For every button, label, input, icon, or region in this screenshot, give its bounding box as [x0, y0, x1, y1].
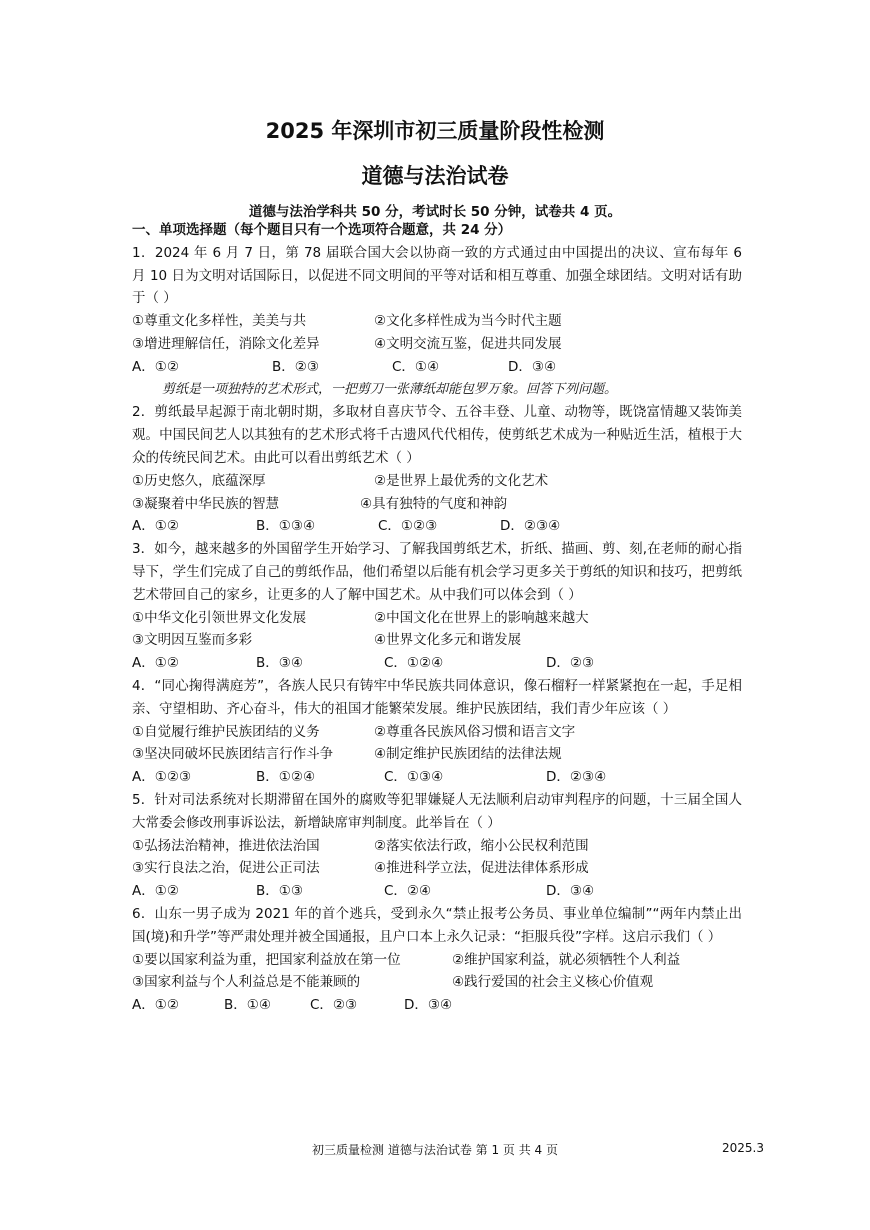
answer-row: [132, 994, 742, 1017]
option-row: [132, 971, 742, 994]
page-footer: [0, 1141, 870, 1161]
option-1: ①历史悠久，底蕴深厚: [132, 472, 266, 489]
answer-row: [132, 356, 742, 379]
option-3: ③坚决同破坏民族团结言行作斗争: [132, 746, 334, 763]
exam-intro: 道德与法治学科共 50 分，考试时长 50 分钟，试卷共 4 页。: [248, 204, 622, 220]
answer-row: [132, 766, 742, 789]
option-2: ②是世界上最优秀的文化艺术: [374, 472, 549, 489]
answer-b: B．②③: [272, 358, 319, 375]
material-note: 剪纸是一项独特的艺术形式，一把剪刀一张薄纸却能包罗万象。回答下列问题。: [162, 381, 618, 397]
answer-row: [132, 652, 742, 675]
question-stem: 2．剪纸最早起源于南北朝时期，多取材自喜庆节令、五谷丰登、儿童、动物等，既饶富情趣又装饰美观。中国民间艺人以其独有的艺术形式将千古遗风代代相传，使剪纸艺术成为一种贴近生活，植根于大众的传统民间艺术。由此可以看出剪纸艺术（ ）: [132, 404, 742, 466]
option-row: [132, 310, 742, 333]
exam-title: 2025 年深圳市初三质量阶段性检测: [265, 119, 605, 143]
option-2: ②维护国家利益，就必须牺牲个人利益: [452, 951, 681, 968]
answer-b: B．①③④: [256, 518, 316, 535]
option-row: [132, 721, 742, 744]
option-3: ③实行良法之治，促进公正司法: [132, 860, 320, 877]
question-5: [132, 789, 742, 903]
answer-d: D．③④: [404, 997, 453, 1014]
question-stem: 5．针对司法系统对长期滞留在国外的腐败等犯罪嫌疑人无法顺利启动审判程序的问题，十三届全国人大常委会修改刑事诉讼法，新增缺席审判制度。此举旨在（ ）: [132, 791, 742, 831]
question-list: [132, 219, 742, 1017]
option-4: ④文明交流互鉴，促进共同发展: [374, 335, 562, 352]
footer-text: 初三质量检测 道德与法治试卷 第 1 页 共 4 页: [312, 1143, 558, 1157]
option-row: [132, 629, 742, 652]
option-1: ①要以国家利益为重，把国家利益放在第一位: [132, 951, 401, 968]
answer-c: C．②④: [384, 883, 432, 900]
option-2: ②中国文化在世界上的影响越来越大: [374, 609, 589, 626]
option-2: ②落实依法行政，缩小公民权利范围: [374, 837, 589, 854]
answer-a: A．①②: [132, 358, 179, 375]
question-2: [132, 401, 742, 538]
option-row: [132, 493, 742, 516]
option-4: ④践行爱国的社会主义核心价值观: [452, 974, 654, 991]
answer-c: C．②③: [310, 997, 358, 1014]
option-3: ③国家利益与个人利益总是不能兼顾的: [132, 974, 361, 991]
section-heading: 一、单项选择题（每个题目只有一个选项符合题意，共 24 分）: [132, 222, 512, 238]
option-row: [132, 857, 742, 880]
answer-c: C．①③④: [384, 769, 444, 786]
option-4: ④世界文化多元和谐发展: [374, 632, 522, 649]
question-stem: 3．如今，越来越多的外国留学生开始学习、了解我国剪纸艺术，折纸、描画、剪、刻,在老师的耐心指导下，学生们完成了自己的剪纸作品，他们希望以后能有机会学习更多关于剪纸的知识和技巧，把剪纸艺术带回自己的家乡，让更多的人了解中国艺术。从中我们可以体会到（ ）: [132, 541, 742, 603]
option-4: ④制定维护民族团结的法律法规: [374, 746, 562, 763]
question-4: [132, 675, 742, 789]
question-stem: 6．山东一男子成为 2021 年的首个逃兵，受到永久“禁止报考公务员、事业单位编制”“两年内禁止出国(境)和升学”等严肃处理并被全国通报，且户口本上永久记录：“拒服兵役”字样。这启示我们（ ）: [132, 905, 742, 945]
option-1: ①自觉履行维护民族团结的义务: [132, 723, 320, 740]
answer-b: B．①③: [256, 883, 303, 900]
answer-c: C．①②④: [384, 655, 444, 672]
option-row: [132, 470, 742, 493]
answer-a: A．①②③: [132, 769, 192, 786]
answer-d: D．③④: [546, 883, 595, 900]
question-1: [132, 242, 742, 379]
option-3: ③凝聚着中华民族的智慧: [132, 495, 280, 512]
answer-b: B．①②④: [256, 769, 316, 786]
option-row: [132, 607, 742, 630]
answer-a: A．①②: [132, 655, 179, 672]
option-row: [132, 333, 742, 356]
option-3: ③文明因互鉴而多彩: [132, 632, 253, 649]
answer-a: A．①②: [132, 883, 179, 900]
option-2: ②尊重各民族风俗习惯和语言文字: [374, 723, 576, 740]
question-3: [132, 538, 742, 675]
option-row: [132, 835, 742, 858]
answer-d: D．③④: [508, 358, 557, 375]
option-4: ④具有独特的气度和神韵: [360, 495, 508, 512]
answer-c: C．①②③: [378, 518, 438, 535]
answer-c: C．①④: [392, 358, 440, 375]
footer-date: 2025.3: [722, 1141, 764, 1155]
answer-d: D．②③: [546, 655, 595, 672]
answer-row: [132, 880, 742, 903]
option-4: ④推进科学立法，促进法律体系形成: [374, 860, 589, 877]
answer-row: [132, 515, 742, 538]
answer-a: A．①②: [132, 518, 179, 535]
answer-d: D．②③④: [546, 769, 607, 786]
question-stem: 4．“同心掬得满庭芳”，各族人民只有铸牢中华民族共同体意识，像石榴籽一样紧紧抱在一起，手足相亲、守望相助、齐心奋斗，伟大的祖国才能繁荣发展。维护民族团结，我们青少年应该（ ）: [132, 677, 742, 717]
answer-b: B．③④: [256, 655, 303, 672]
option-row: [132, 949, 742, 972]
exam-subtitle: 道德与法治试卷: [361, 164, 509, 188]
answer-a: A．①②: [132, 997, 179, 1014]
option-1: ①弘扬法治精神，推进依法治国: [132, 837, 320, 854]
option-row: [132, 743, 742, 766]
option-1: ①尊重文化多样性，美美与共: [132, 313, 307, 330]
option-2: ②文化多样性成为当今时代主题: [374, 313, 562, 330]
answer-d: D．②③④: [500, 518, 561, 535]
question-6: [132, 903, 742, 1017]
question-stem: 1．2024 年 6 月 7 日，第 78 届联合国大会以协商一致的方式通过由中国提出的决议、宣布每年 6 月 10 日为文明对话国际日，以促进不同文明间的平等对话和相互尊重、加强全球团结。文明对话有助于（ ）: [132, 244, 742, 307]
option-1: ①中华文化引领世界文化发展: [132, 609, 307, 626]
option-3: ③增进理解信任，消除文化差异: [132, 335, 320, 352]
answer-b: B．①④: [224, 997, 271, 1014]
